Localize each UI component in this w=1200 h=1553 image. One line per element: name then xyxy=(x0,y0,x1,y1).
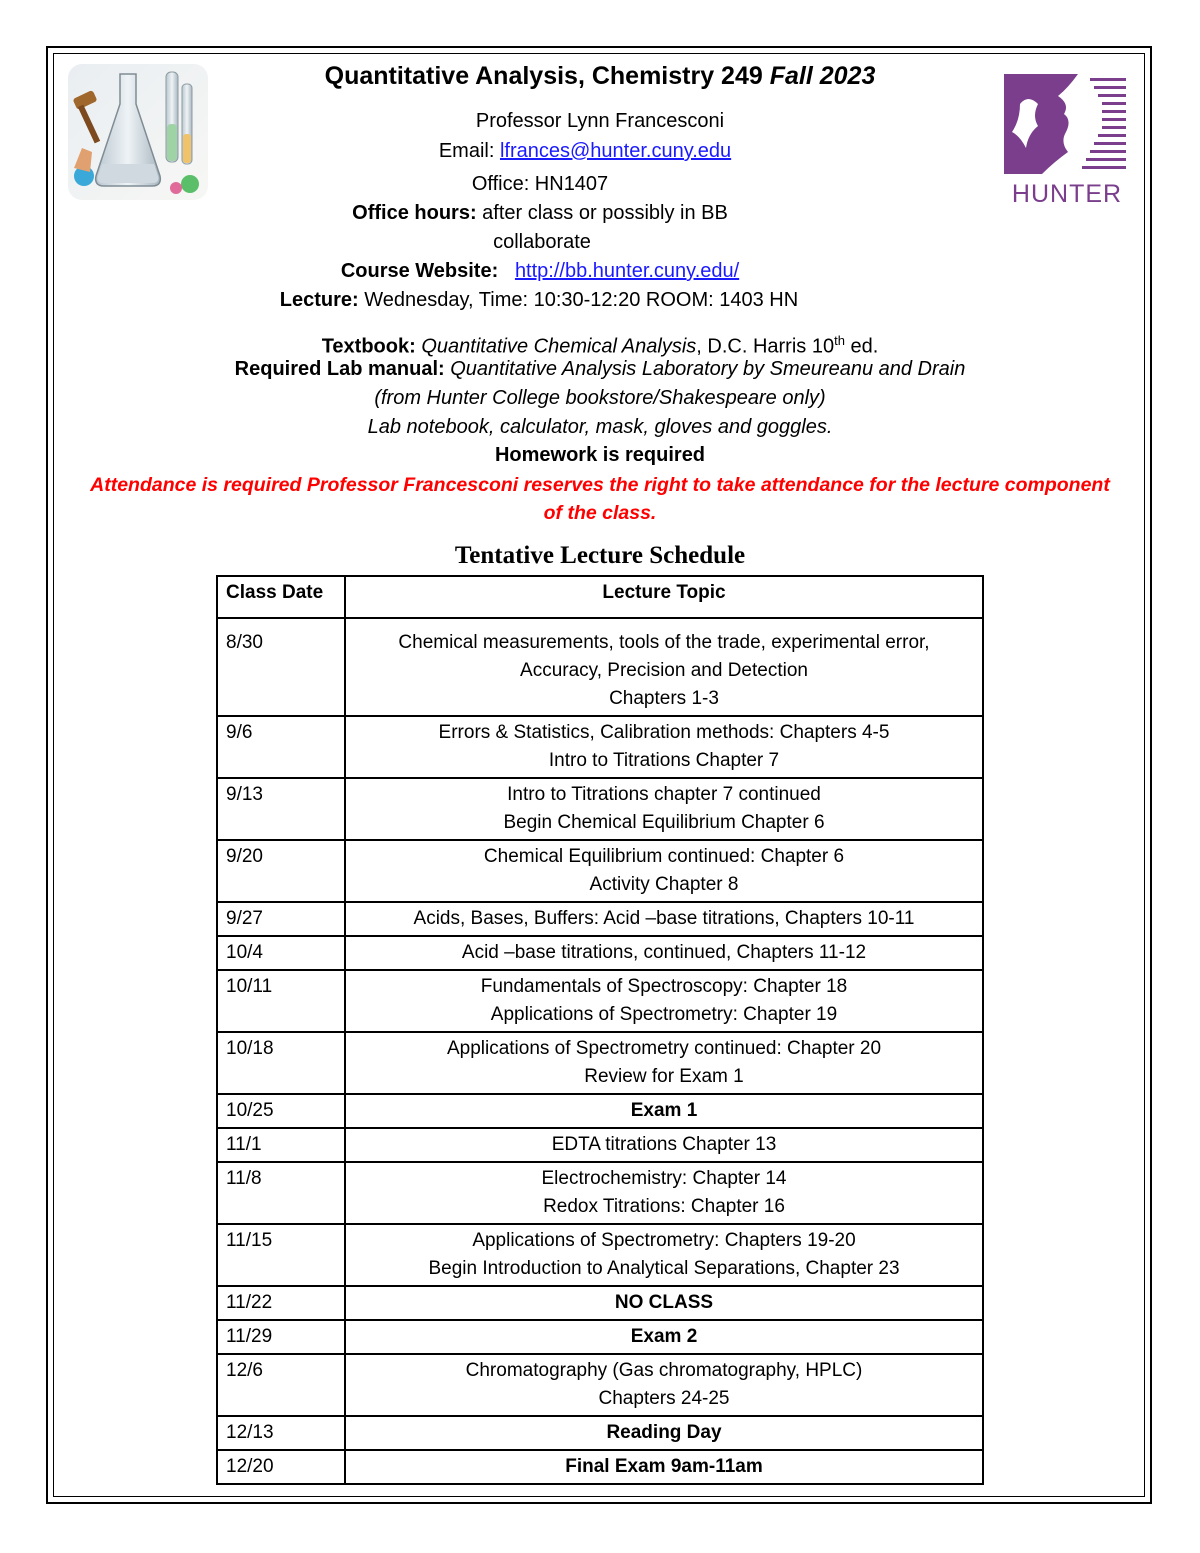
class-date-cell: 10/11 xyxy=(217,970,345,1032)
lecture-topic-cell xyxy=(345,1286,983,1320)
lecture-label: Lecture: xyxy=(279,289,359,311)
table-row xyxy=(217,902,983,936)
lecture-topic-cell xyxy=(345,902,983,936)
table-row xyxy=(217,1354,983,1416)
table-row xyxy=(217,1286,983,1320)
course-title-main: Quantitative Analysis, Chemistry 249 xyxy=(324,62,770,90)
lecture-topic-line: Chapters 1-3 xyxy=(609,688,719,709)
class-date-cell: 9/20 xyxy=(217,840,345,902)
lecture-topic-line: Chemical Equilibrium continued: Chapter 6 xyxy=(483,846,845,867)
lecture-topic-line: Redox Titrations: Chapter 16 xyxy=(543,1196,785,1217)
schedule-body xyxy=(217,618,983,1484)
class-date-cell: 12/20 xyxy=(217,1450,345,1484)
table-row xyxy=(217,716,983,778)
class-date-cell: 12/13 xyxy=(217,1416,345,1450)
table-row xyxy=(217,1032,983,1094)
table-header-row xyxy=(217,576,983,618)
class-date-cell: 10/25 xyxy=(217,1094,345,1128)
table-row xyxy=(217,1416,983,1450)
lecture-topic-line: Acid –base titrations, continued, Chapters 11-12 xyxy=(461,942,867,963)
lecture-topic-line: Exam 2 xyxy=(630,1326,698,1347)
textbook-line xyxy=(0,328,1200,360)
lecture-topic-cell xyxy=(345,778,983,840)
office-hours-continued: collaborate xyxy=(493,231,591,253)
table-row xyxy=(217,1224,983,1286)
lecture-topic-cell xyxy=(345,970,983,1032)
class-date-cell: 12/6 xyxy=(217,1354,345,1416)
course-website-label: Course Website: xyxy=(340,260,499,282)
course-header xyxy=(220,58,980,94)
lecture-schedule-table xyxy=(216,575,984,1485)
lecture-topic-line: Final Exam 9am-11am xyxy=(565,1456,763,1477)
table-row xyxy=(217,1450,983,1484)
lecture-value: Wednesday, Time: 10:30-12:20 ROOM: 1403 HN xyxy=(358,289,799,311)
class-date-cell: 9/13 xyxy=(217,778,345,840)
textbook-author: , D.C. Harris 10 xyxy=(696,335,835,358)
column-header-topic: Lecture Topic xyxy=(345,576,983,618)
class-date-cell: 9/27 xyxy=(217,902,345,936)
lecture-topic-cell xyxy=(345,936,983,970)
lecture-topic-line: Chromatography (Gas chromatography, HPLC) xyxy=(465,1360,863,1381)
table-row xyxy=(217,778,983,840)
email-link[interactable]: lfrances@hunter.cuny.edu xyxy=(499,140,732,162)
class-date-cell: 8/30 xyxy=(217,618,345,716)
lecture-topic-line: Activity Chapter 8 xyxy=(589,874,739,895)
lecture-topic-cell xyxy=(345,1032,983,1094)
lab-manual-title: Quantitative Analysis Laboratory by Smeureanu and Drain xyxy=(444,358,966,380)
lecture-topic-line: Review for Exam 1 xyxy=(584,1066,744,1087)
attendance-notice-line1: Attendance is required Professor Francesconi reserves the right to take attendance for the lecture component xyxy=(90,474,1110,496)
lecture-line xyxy=(0,287,1139,313)
table-row xyxy=(217,1320,983,1354)
course-website-link[interactable]: http://bb.hunter.cuny.edu/ xyxy=(514,260,740,282)
lecture-topic-line: Applications of Spectrometry continued: Chapter 20 xyxy=(446,1038,882,1059)
lecture-topic-cell xyxy=(345,1128,983,1162)
professor-name: Professor Lynn Francesconi xyxy=(475,110,725,132)
table-row xyxy=(217,618,983,716)
lecture-topic-line: Applications of Spectrometry: Chapter 19 xyxy=(490,1004,838,1025)
email-label: Email: xyxy=(438,140,500,162)
office-hours-value: after class or possibly in BB xyxy=(476,202,728,224)
table-row xyxy=(217,1162,983,1224)
lecture-topic-cell xyxy=(345,1162,983,1224)
course-title-term: Fall 2023 xyxy=(769,62,876,90)
lecture-topic-line: Applications of Spectrometry: Chapters 19-20 xyxy=(472,1230,856,1251)
lecture-topic-line: Errors & Statistics, Calibration methods: Chapters 4-5 xyxy=(438,722,890,743)
course-title xyxy=(220,58,980,94)
class-date-cell: 10/18 xyxy=(217,1032,345,1094)
lecture-topic-cell xyxy=(345,618,983,716)
class-date-cell: 9/6 xyxy=(217,716,345,778)
class-date-cell: 11/15 xyxy=(217,1224,345,1286)
class-date-cell: 11/1 xyxy=(217,1128,345,1162)
lecture-topic-line: Acids, Bases, Buffers: Acid –base titrations, Chapters 10-11 xyxy=(413,908,915,929)
lecture-topic-line: Chemical measurements, tools of the trade, experimental error, xyxy=(398,632,930,653)
lecture-topic-line: EDTA titrations Chapter 13 xyxy=(551,1134,777,1155)
class-date-cell: 10/4 xyxy=(217,936,345,970)
lecture-topic-line: Reading Day xyxy=(606,1422,722,1443)
textbook-label: Textbook: xyxy=(321,335,416,358)
class-date-cell: 11/8 xyxy=(217,1162,345,1224)
lecture-topic-cell xyxy=(345,1450,983,1484)
attendance-notice-line2: of the class. xyxy=(543,502,657,524)
office: Office: HN1407 xyxy=(471,173,609,195)
course-website-line xyxy=(0,258,1140,284)
table-row xyxy=(217,1094,983,1128)
table-row xyxy=(217,970,983,1032)
email-line xyxy=(0,138,1185,164)
lab-manual-note: (from Hunter College bookstore/Shakespeare only) xyxy=(374,387,826,409)
lecture-topic-line: Exam 1 xyxy=(630,1100,698,1121)
lecture-topic-line: Fundamentals of Spectroscopy: Chapter 18 xyxy=(480,976,848,997)
lecture-topic-line: Begin Chemical Equilibrium Chapter 6 xyxy=(503,812,825,833)
lecture-topic-line: Intro to Titrations chapter 7 continued xyxy=(507,784,821,805)
lecture-topic-cell xyxy=(345,1224,983,1286)
textbook-edition: ed. xyxy=(844,335,879,358)
supplies-line: Lab notebook, calculator, mask, gloves and goggles. xyxy=(367,416,833,438)
lecture-topic-line: Intro to Titrations Chapter 7 xyxy=(548,750,780,771)
lecture-topic-line: Accuracy, Precision and Detection xyxy=(520,660,808,681)
lecture-topic-line: NO CLASS xyxy=(614,1292,714,1313)
class-date-cell: 11/29 xyxy=(217,1320,345,1354)
table-row xyxy=(217,1128,983,1162)
lecture-topic-line: Begin Introduction to Analytical Separations, Chapter 23 xyxy=(428,1258,900,1279)
homework-notice: Homework is required xyxy=(494,444,706,466)
lecture-topic-line: Electrochemistry: Chapter 14 xyxy=(541,1168,787,1189)
office-hours-label: Office hours: xyxy=(352,202,477,224)
schedule-title: Tentative Lecture Schedule xyxy=(454,542,746,569)
lecture-topic-line: Chapters 24-25 xyxy=(598,1388,730,1409)
lecture-topic-cell xyxy=(345,1094,983,1128)
class-date-cell: 11/22 xyxy=(217,1286,345,1320)
lecture-topic-cell xyxy=(345,1416,983,1450)
textbook-title: Quantitative Chemical Analysis xyxy=(415,335,697,358)
lecture-topic-cell xyxy=(345,1320,983,1354)
lecture-topic-cell xyxy=(345,1354,983,1416)
textbook-edition-sup: th xyxy=(834,333,845,348)
lecture-topic-cell xyxy=(345,840,983,902)
lab-manual-label: Required Lab manual: xyxy=(234,358,445,380)
table-row xyxy=(217,840,983,902)
column-header-date: Class Date xyxy=(217,576,345,618)
office-hours-line xyxy=(0,200,1140,226)
hunter-logo-text: HUNTER xyxy=(1011,180,1123,208)
lecture-topic-cell xyxy=(345,716,983,778)
lab-manual-line xyxy=(0,356,1200,382)
table-row xyxy=(217,936,983,970)
